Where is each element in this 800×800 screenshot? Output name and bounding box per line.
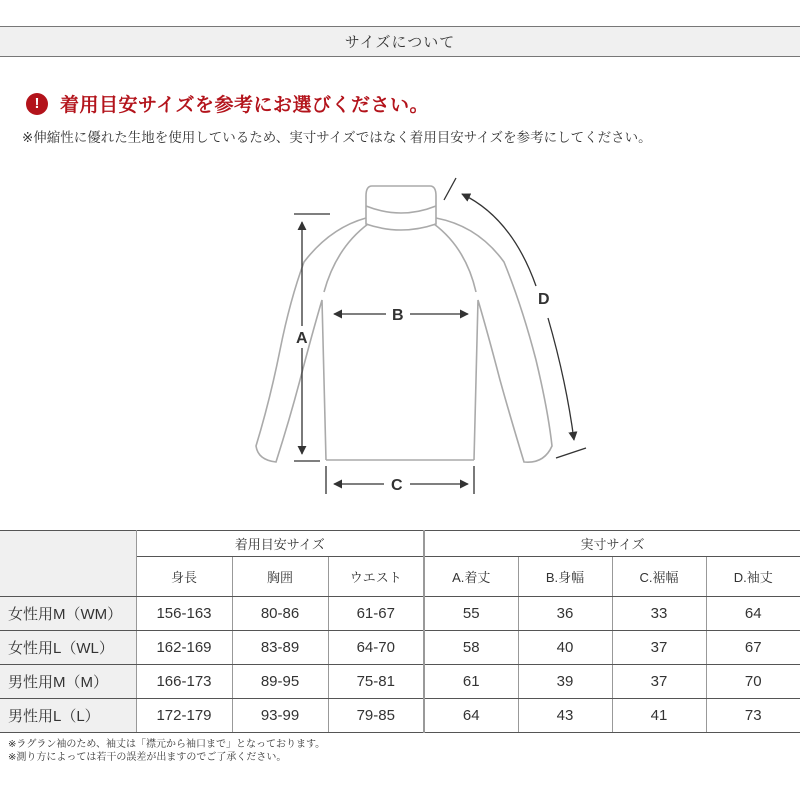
measure-labels [296,291,550,494]
section-header [0,26,800,57]
table-cell: 93-99 [232,699,328,733]
column-header: C.裾幅 [612,557,706,597]
table-row [0,631,800,665]
footnote: ※測り方によっては若干の誤差が出ますのでご了承ください。 [8,752,287,763]
group-header-wear: 着用目安サイズ [136,531,424,557]
table-row [0,665,800,699]
label-d: D [538,291,550,308]
table-cell: 37 [612,665,706,699]
table-cell: 40 [518,631,612,665]
footnote: ※ラグラン袖のため、袖丈は「襟元から袖口まで」となっております。 [8,739,326,750]
row-label: 男性用M（M） [0,665,136,699]
table-cell: 64-70 [328,631,424,665]
notice [26,90,429,117]
table-row [0,699,800,733]
label-a: A [296,330,308,347]
shirt-outline [256,186,552,462]
column-header: 胸囲 [232,557,328,597]
table-cell: 58 [424,631,518,665]
row-label: 女性用M（WM） [0,597,136,631]
column-header: A.着丈 [424,557,518,597]
table-cell: 43 [518,699,612,733]
row-label: 男性用L（L） [0,699,136,733]
table-cell: 39 [518,665,612,699]
exclamation-icon: ! [26,93,48,115]
table-cell: 166-173 [136,665,232,699]
table-cell: 61-67 [328,597,424,631]
row-label: 女性用L（WL） [0,631,136,665]
table-cell: 75-81 [328,665,424,699]
table-cell: 162-169 [136,631,232,665]
table-cell: 64 [706,597,800,631]
table-cell: 89-95 [232,665,328,699]
table-cell: 156-163 [136,597,232,631]
table-cell: 55 [424,597,518,631]
table-cell: 64 [424,699,518,733]
table-row [0,597,800,631]
table-cell: 73 [706,699,800,733]
table-cell: 79-85 [328,699,424,733]
table-cell: 172-179 [136,699,232,733]
notice-text: 着用目安サイズを参考にお選びください。 [60,94,429,116]
column-header: D.袖丈 [706,557,800,597]
table-cell: 83-89 [232,631,328,665]
table-cell: 70 [706,665,800,699]
table-cell: 33 [612,597,706,631]
table-cell: 67 [706,631,800,665]
footnotes [8,738,325,764]
column-header: 身長 [136,557,232,597]
group-header-actual: 実寸サイズ [424,531,800,557]
table-cell: 36 [518,597,612,631]
column-header: ウエスト [328,557,424,597]
table-cell: 61 [424,665,518,699]
table-corner [0,531,136,597]
table-cell: 37 [612,631,706,665]
measure-lines [294,178,586,494]
label-b: B [392,307,404,324]
column-header: B.身幅 [518,557,612,597]
sub-note: ※伸縮性に優れた生地を使用しているため、実寸サイズではなく着用目安サイズを参考にしてください。 [22,130,652,146]
label-c: C [391,477,403,494]
size-table [0,530,800,733]
table-cell: 41 [612,699,706,733]
garment-diagram [240,170,600,510]
section-title: サイズについて [344,33,456,51]
table-cell: 80-86 [232,597,328,631]
